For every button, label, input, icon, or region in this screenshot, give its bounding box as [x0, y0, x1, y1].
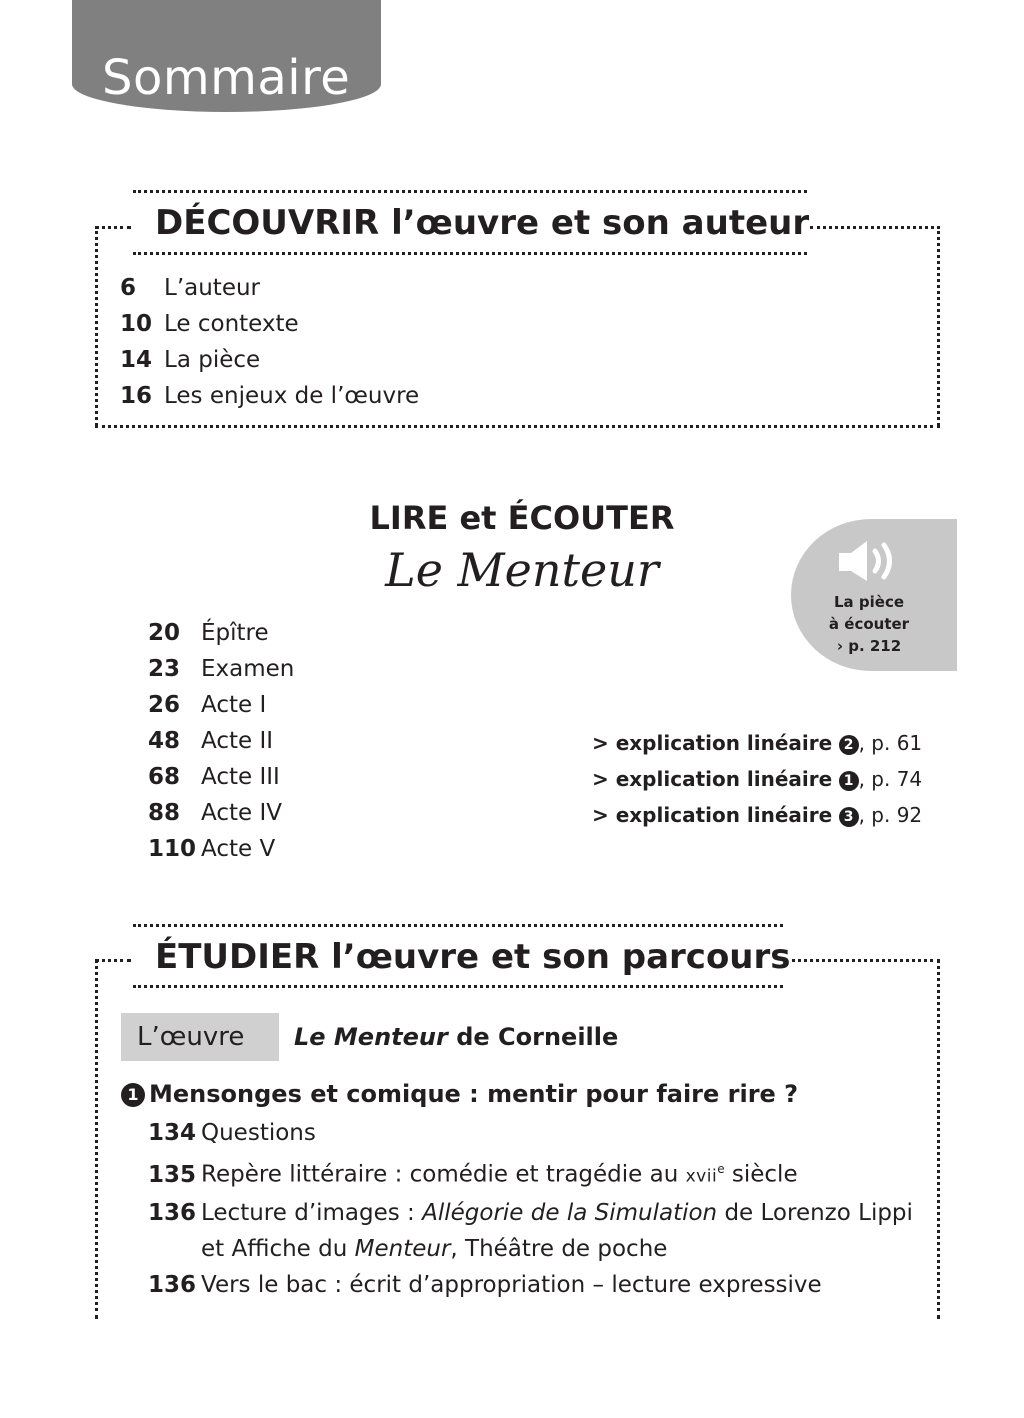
page-number: 26 [148, 692, 181, 718]
toc-label: La pièce [164, 347, 261, 373]
page-title: Sommaire [102, 50, 351, 106]
toc-item[interactable] [148, 759, 294, 795]
page-number: 23 [148, 656, 181, 682]
divider [95, 959, 98, 1319]
toc-label: Acte I [201, 692, 267, 718]
divider [95, 959, 131, 962]
divider [95, 425, 940, 428]
divider [95, 226, 131, 229]
number-badge: 3 [839, 807, 859, 827]
toc-list-etudier [148, 1115, 913, 1303]
toc-item[interactable] [148, 1151, 913, 1195]
page-number: 16 [120, 383, 153, 409]
toc-item[interactable] [148, 651, 294, 687]
toc-label: Acte V [201, 836, 276, 862]
toc-item[interactable] [148, 615, 294, 651]
divider [133, 985, 783, 988]
divider [133, 924, 783, 927]
page-number: 68 [148, 764, 181, 790]
divider [785, 959, 940, 962]
page-number: 136 [148, 1199, 197, 1226]
toc-label: Acte IV [201, 800, 282, 826]
explication-list [592, 725, 922, 833]
toc-label: Questions [201, 1120, 316, 1146]
page-number: 134 [148, 1120, 197, 1146]
page-number: 6 [120, 275, 137, 301]
divider [810, 226, 940, 229]
section-title-etudier: ÉTUDIER l’œuvre et son parcours [155, 937, 791, 977]
section-title-decouvrir: DÉCOUVRIR l’œuvre et son auteur [155, 203, 810, 243]
toc-item[interactable] [148, 723, 294, 759]
page-number: 136 [148, 1271, 197, 1298]
number-badge: 2 [839, 735, 859, 755]
toc-item[interactable] [120, 306, 419, 342]
explication-link[interactable]: > explication linéaire 2 , p. 61 [592, 731, 923, 755]
toc-item[interactable] [120, 378, 419, 414]
toc-item[interactable] [148, 795, 294, 831]
explication-link[interactable]: > explication linéaire 3 , p. 92 [592, 803, 923, 827]
page-number: 88 [148, 800, 181, 826]
toc-label: Repère littéraire : comédie et tragédie au xvii$^e$ siècle [201, 1161, 798, 1188]
toc-item[interactable] [148, 687, 294, 723]
page-number: 110 [148, 836, 197, 862]
page-number: 10 [120, 311, 153, 337]
toc-label: Lecture d’images : Allégorie de la Simulation de Lorenzo Lippi [201, 1199, 913, 1226]
toc-label: Vers le bac : écrit d’appropriation – lecture expressive [201, 1271, 822, 1298]
number-badge: 1 [839, 771, 859, 791]
speaker-icon [837, 537, 903, 585]
toc-item[interactable] [120, 342, 419, 378]
page-number: 48 [148, 728, 181, 754]
page-number: 135 [148, 1161, 197, 1188]
toc-label: Acte III [201, 764, 280, 790]
divider [937, 226, 940, 426]
oeuvre-label: L’œuvre [137, 1022, 245, 1052]
toc-list-decouvrir [120, 270, 419, 414]
divider [133, 252, 807, 255]
oeuvre-tag [121, 1013, 279, 1061]
work-title: Le Menteur [385, 543, 659, 597]
audio-label: La pièce [833, 593, 905, 611]
audio-label: à écouter [828, 615, 910, 633]
explication-link[interactable]: > explication linéaire 1 , p. 74 [592, 767, 923, 791]
toc-item[interactable] [148, 1115, 913, 1151]
toc-item[interactable] [148, 831, 294, 867]
number-badge: 1 [121, 1083, 145, 1107]
section-title-lire: LIRE et ÉCOUTER [369, 499, 675, 537]
toc-item[interactable] [148, 1195, 913, 1231]
toc-label: L’auteur [164, 275, 260, 301]
oeuvre-work-title: Le Menteur de Corneille [294, 1023, 619, 1051]
toc-label: et Affiche du Menteur, Théâtre de poche [201, 1235, 668, 1262]
theme-heading[interactable]: 1 Mensonges et comique : mentir pour faire rire ? [121, 1077, 798, 1111]
audio-page-ref: › p. 212 [836, 637, 902, 655]
divider [95, 226, 98, 426]
toc-label: Examen [201, 656, 295, 682]
divider [133, 190, 807, 193]
toc-item[interactable] [120, 270, 419, 306]
divider [937, 959, 940, 1319]
toc-list-lire [148, 615, 294, 867]
toc-item[interactable] [148, 1267, 913, 1303]
toc-item-continued [148, 1231, 913, 1267]
page-number: 14 [120, 347, 153, 373]
audio-badge[interactable] [791, 519, 957, 671]
toc-label: Les enjeux de l’œuvre [164, 383, 420, 409]
toc-label: Le contexte [164, 311, 299, 337]
page-number: 20 [148, 620, 181, 646]
toc-label: Acte II [201, 728, 274, 754]
toc-label: Épître [201, 620, 269, 646]
